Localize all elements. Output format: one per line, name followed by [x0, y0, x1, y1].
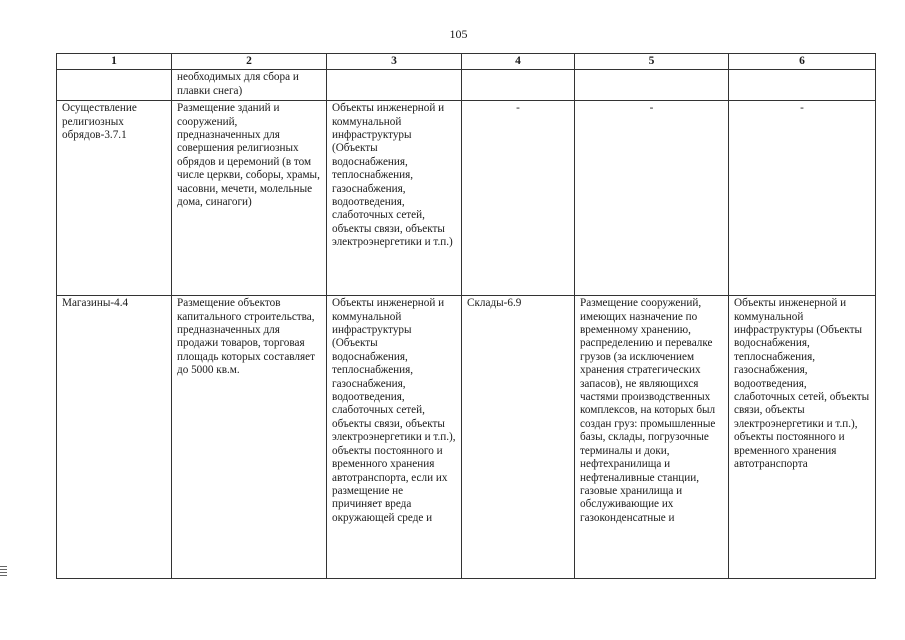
margin-mark: [0, 572, 7, 573]
column-header: 1: [57, 54, 172, 70]
table-cell: Объекты инженерной и коммунальной инфраструктуры (Объекты водоснабжения, теплоснабжения, газоснабжения, водоотведения, слаботочных сетей, объекты связи, объекты электроэнергетики и т.п.): [327, 101, 462, 296]
table-cell: Осуществление религиозных обрядов-3.7.1: [57, 101, 172, 296]
margin-mark: [0, 575, 7, 576]
land-use-table: [56, 53, 876, 579]
table-cell: Объекты инженерной и коммунальной инфраструктуры (Объекты водоснабжения, теплоснабжения, газоснабжения, водоотведения, слаботочных сетей, объекты связи, объекты электроэнергетики и т.п.), объекты постоянного и временного хранения автотранспорта, если их размещение не причиняет вреда окружающей среде и: [327, 296, 462, 579]
table-row: [57, 296, 876, 579]
page-number: 105: [449, 27, 468, 41]
column-header: 4: [462, 54, 575, 70]
margin-mark: [0, 566, 7, 567]
table-row: [57, 101, 876, 296]
table-cell: -: [729, 101, 876, 296]
table-cell: Размещение зданий и сооружений, предназначенных для совершения религиозных обрядов и церемоний (в том числе церкви, соборы, храмы, часовни, мечети, молельные дома, синагоги): [172, 101, 327, 296]
table-cell: Магазины-4.4: [57, 296, 172, 579]
table-cell: [729, 70, 876, 101]
table-cell: Размещение сооружений, имеющих назначение по временному хранению, распределению и перевалке грузов (за исключением хранения стратегических запасов), не являющихся частями производственных комплексов, на которых был создан груз: промышленные базы, склады, погрузочные терминалы и доки, нефтехранилища и нефтеналивные станции, газовые хранилища и обслуживающие их газоконденсатные и: [575, 296, 729, 579]
column-header: 2: [172, 54, 327, 70]
column-header: 5: [575, 54, 729, 70]
column-header: 6: [729, 54, 876, 70]
column-header: 3: [327, 54, 462, 70]
table-cell: Склады-6.9: [462, 296, 575, 579]
header-row: [57, 54, 876, 70]
table-cell: [575, 70, 729, 101]
table-cell: [327, 70, 462, 101]
table-cell: Объекты инженерной и коммунальной инфраструктуры (Объекты водоснабжения, теплоснабжения, газоснабжения, водоотведения, слаботочных сетей, объекты связи, объекты электроэнергетики и т.п.), объекты постоянного и временного хранения автотранспорта: [729, 296, 876, 579]
table-cell: -: [462, 101, 575, 296]
table-cell: -: [575, 101, 729, 296]
table-row: [57, 70, 876, 101]
table-cell: [462, 70, 575, 101]
margin-mark: [0, 569, 7, 570]
table-cell: необходимых для сбора и плавки снега): [172, 70, 327, 101]
table-cell: [57, 70, 172, 101]
table-cell: Размещение объектов капитального строительства, предназначенных для продажи товаров, торговая площадь которых составляет до 5000 кв.м.: [172, 296, 327, 579]
